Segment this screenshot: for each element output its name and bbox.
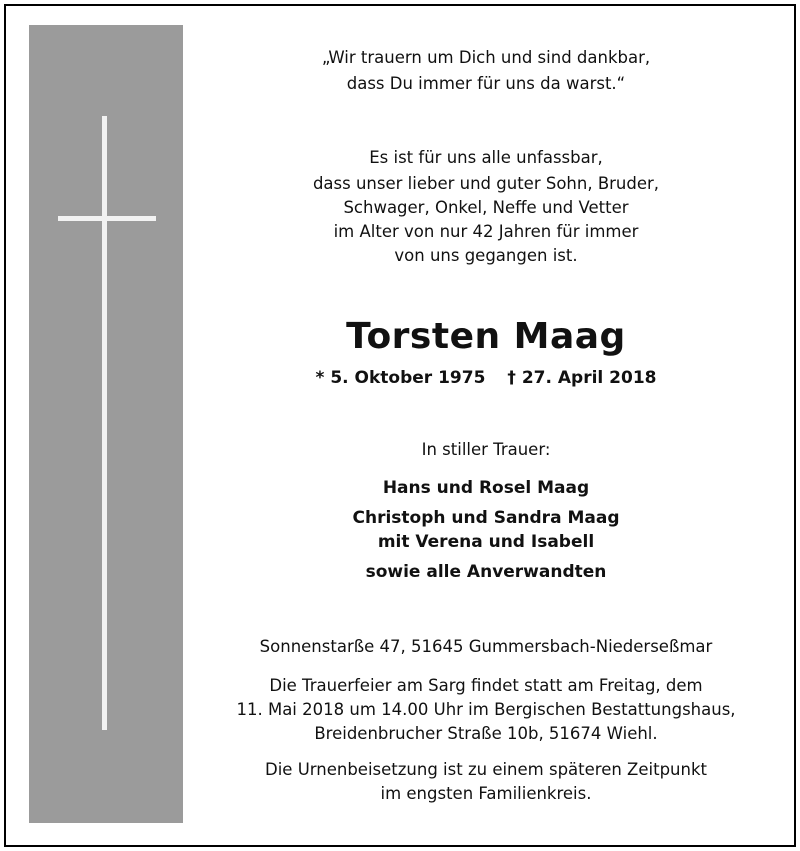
- cross-icon: [102, 116, 107, 730]
- mourner-line-2: Christoph und Sandra Maag: [352, 508, 620, 528]
- intro-line-4: im Alter von nur 42 Jahren für immer: [333, 222, 639, 241]
- death-date: † 27. April 2018: [507, 368, 657, 388]
- urn-line-2: im engsten Familienkreis.: [380, 784, 592, 803]
- funeral-line-3: Breidenbrucher Straße 10b, 51674 Wiehl.: [314, 724, 658, 743]
- intro-line-3: Schwager, Onkel, Neffe und Vetter: [343, 198, 629, 217]
- quote-line-2: dass Du immer für uns da warst.“: [346, 74, 626, 93]
- mourner-line-3: mit Verena und Isabell: [377, 532, 595, 552]
- quote-line-1: „Wir trauern um Dich und sind dankbar,: [321, 48, 651, 67]
- mourner-line-4: sowie alle Anverwandten: [365, 562, 607, 582]
- life-dates: [196, 368, 776, 388]
- birth-date: * 5. Oktober 1975: [315, 368, 486, 388]
- urn-line-1: Die Urnenbeisetzung ist zu einem späteren Zeitpunkt: [265, 760, 707, 779]
- address: Sonnenstarße 47, 51645 Gummersbach-Niederseßmar: [259, 637, 713, 656]
- intro-line-1: Es ist für uns alle unfassbar,: [369, 148, 603, 167]
- mourner-line-1: Hans und Rosel Maag: [382, 478, 590, 498]
- funeral-line-1: Die Trauerfeier am Sarg findet statt am Freitag, dem: [269, 676, 703, 695]
- deceased-name: Torsten Maag: [346, 316, 626, 357]
- mourning-label: In stiller Trauer:: [421, 440, 551, 459]
- intro-line-2: dass unser lieber und guter Sohn, Bruder,: [312, 174, 660, 193]
- funeral-line-2: 11. Mai 2018 um 14.00 Uhr im Bergischen Bestattungshaus,: [236, 700, 736, 719]
- cross-icon-bar: [58, 216, 156, 221]
- intro-line-5: von uns gegangen ist.: [394, 246, 578, 265]
